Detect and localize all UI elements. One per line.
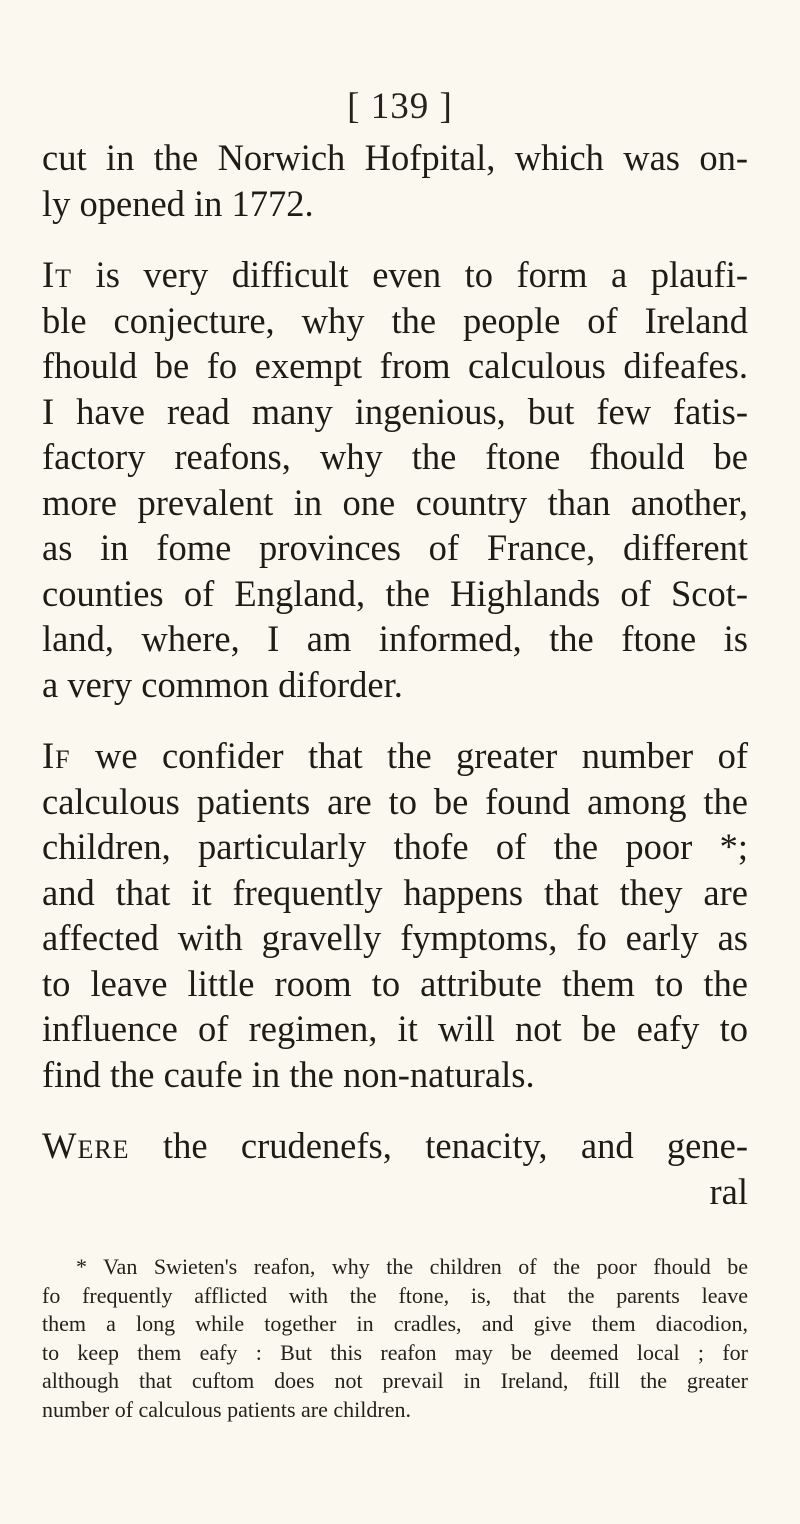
text-line: counties of England, the Highlands of Scot-	[42, 572, 748, 614]
body-text	[42, 135, 748, 1240]
footnote-line: * Van Swieten's reafon, why the children of the poor fhould be	[76, 1254, 748, 1279]
text-line: ble conjecture, why the people of Ireland	[42, 299, 748, 341]
text-line: as in fome provinces of France, different	[42, 527, 748, 568]
text-line: factory reafons, why the ftone fhould be	[42, 436, 748, 477]
text-line-rest: is very difficult even to form a plaufi-	[72, 254, 748, 295]
text-line: land, where, I am informed, the ftone is	[42, 618, 748, 659]
text-line	[42, 733, 748, 779]
text-line: find the caufe in the non-naturals.	[42, 1053, 535, 1095]
text-line: more prevalent in one country than another,	[42, 481, 748, 523]
footnote-line: them a long while together in cradles, and give them diacodion,	[42, 1311, 748, 1336]
paragraph-3	[42, 733, 748, 1097]
paragraph-4	[42, 1123, 748, 1214]
text-line: and that it frequently happens that they are	[42, 871, 748, 913]
text-line: fhould be fo exempt from calculous difeafes.	[42, 345, 748, 386]
text-line: cut in the Norwich Hofpital, which was on-	[42, 137, 748, 178]
footnote	[42, 1253, 748, 1424]
paragraph-2	[42, 252, 748, 707]
footnote-line: to keep them eafy : But this reafon may be deemed local ; for	[42, 1339, 748, 1365]
text-line-rest: the crudenefs, tenacity, and gene-	[129, 1125, 748, 1166]
small-caps-lead-word: It	[42, 254, 73, 295]
text-line: influence of regimen, it will not be eafy to	[42, 1008, 748, 1049]
text-line-rest: we confider that the greater number of	[70, 735, 748, 776]
text-line: a very common diforder.	[42, 663, 403, 705]
catchword: ral	[709, 1170, 748, 1212]
text-line	[42, 252, 748, 298]
text-line	[42, 1123, 748, 1169]
footnote-line: although that cuftom does not prevail in Ireland, ftill the greater	[42, 1368, 748, 1393]
text-line: affected with gravelly fymptoms, fo early as	[42, 917, 748, 958]
text-line: ly opened in 1772.	[42, 182, 314, 224]
small-caps-lead-word: Were	[42, 1125, 130, 1166]
paragraph-1	[42, 135, 748, 226]
page-number: [ 139 ]	[347, 86, 453, 127]
footnote-line: number of calculous patients are children.	[42, 1396, 411, 1422]
text-line: to leave little room to attribute them to the	[42, 962, 748, 1004]
text-line: I have read many ingenious, but few fatis-	[42, 390, 748, 432]
text-line: calculous patients are to be found among the	[42, 780, 748, 822]
small-caps-lead-word: If	[42, 735, 71, 776]
text-line: children, particularly thofe of the poor *;	[42, 826, 748, 867]
footnote-line: fo frequently afflicted with the ftone, is, that the parents leave	[42, 1282, 748, 1308]
